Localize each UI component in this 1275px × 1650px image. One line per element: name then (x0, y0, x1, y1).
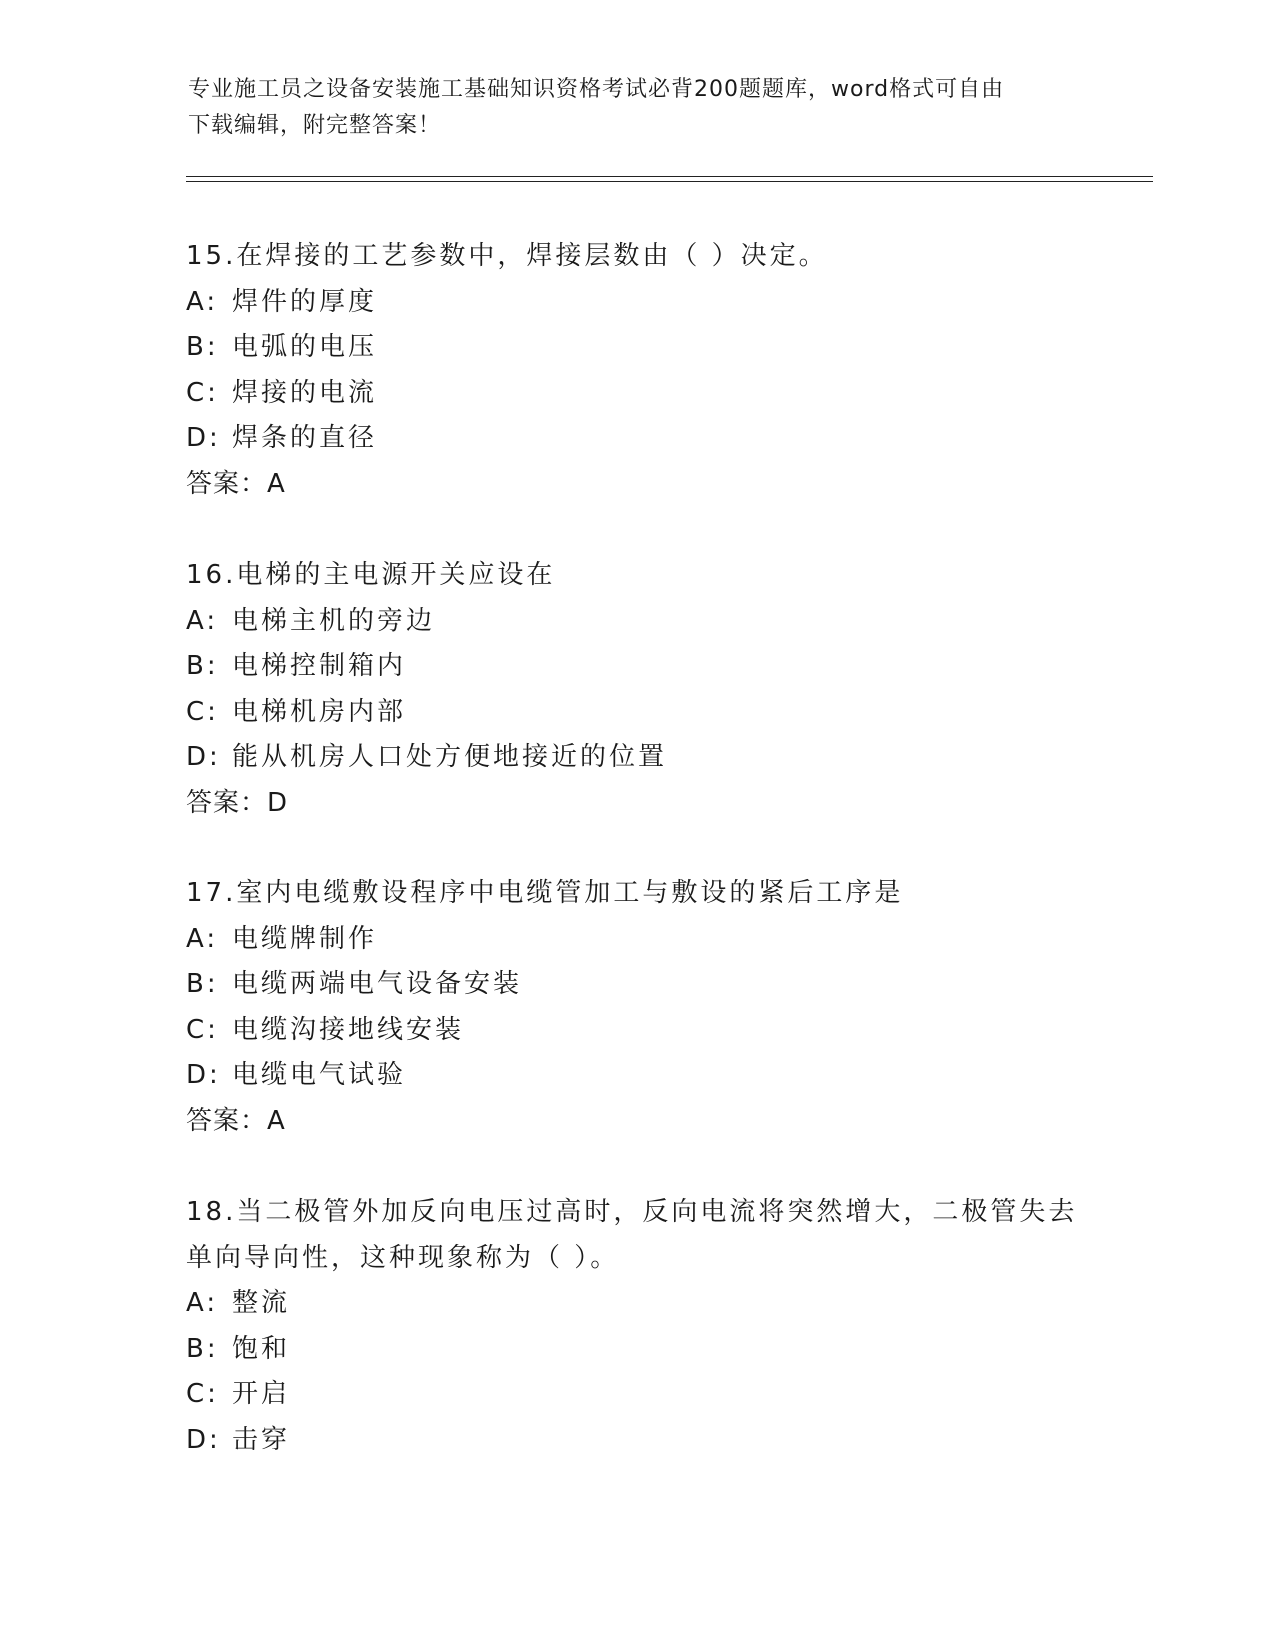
option-key: B: (186, 1333, 219, 1364)
option-key: D: (186, 423, 221, 453)
header-line-2: 下载编辑，附完整答案！ (188, 113, 442, 138)
option-b (186, 1327, 1086, 1373)
option-key: A: (186, 605, 219, 636)
option-text: 电梯控制箱内 (232, 651, 407, 681)
option-c (186, 1008, 1086, 1054)
option-b (186, 962, 1086, 1008)
option-key: A: (186, 923, 219, 954)
option-text: 电缆电气试验 (232, 1060, 407, 1090)
header-line-1: 专业施工员之设备安装施工基础知识资格考试必背200题题库，word格式可自由 (188, 77, 1005, 102)
option-a (186, 917, 1086, 963)
option-b (186, 644, 1086, 690)
option-text: 能从机房人口处方便地接近的位置 (232, 742, 668, 772)
option-d (186, 416, 1086, 462)
question-16 (186, 553, 1086, 826)
question-stem: 17.室内电缆敷设程序中电缆管加工与敷设的紧后工序是 (186, 878, 904, 908)
answer-label: 答案：A (186, 1105, 286, 1136)
option-a (186, 280, 1086, 326)
question-18 (186, 1190, 1086, 1463)
question-stem-line-2: 单向导向性，这种现象称为（ ）。 (186, 1242, 620, 1273)
option-c (186, 371, 1086, 417)
option-key: C: (186, 1379, 219, 1409)
document-header (188, 72, 1088, 144)
option-text: 焊件的厚度 (232, 286, 378, 317)
option-key: B: (186, 651, 219, 681)
option-key: A: (186, 286, 219, 317)
answer-label: 答案：D (186, 787, 289, 818)
question-17 (186, 871, 1086, 1144)
question-stem-line-1: 18.当二极管外加反向电压过高时，反向电流将突然增大，二极管失去 (186, 1197, 1078, 1227)
header-divider-top (186, 176, 1153, 177)
option-text: 电缆两端电气设备安装 (232, 969, 523, 999)
question-stem: 15.在焊接的工艺参数中，焊接层数由（ ）决定。 (186, 241, 828, 271)
answer-label: 答案：A (186, 468, 286, 499)
option-key: C: (186, 696, 219, 727)
option-a (186, 1281, 1086, 1327)
option-key: B: (186, 332, 219, 362)
option-key: B: (186, 969, 219, 999)
option-text: 电梯主机的旁边 (232, 605, 436, 636)
option-text: 电梯机房内部 (232, 696, 407, 727)
option-d (186, 735, 1086, 781)
option-b (186, 325, 1086, 371)
option-key: D: (186, 1060, 221, 1090)
option-text: 开启 (232, 1379, 291, 1409)
option-text: 焊条的直径 (232, 423, 378, 453)
option-text: 整流 (232, 1288, 291, 1318)
option-d (186, 1053, 1086, 1099)
question-stem: 16.电梯的主电源开关应设在 (186, 560, 556, 590)
option-text: 焊接的电流 (232, 377, 378, 408)
option-text: 饱和 (232, 1333, 291, 1364)
option-key: C: (186, 377, 219, 408)
option-text: 电缆沟接地线安装 (232, 1014, 465, 1045)
option-key: A: (186, 1288, 219, 1318)
option-key: C: (186, 1014, 219, 1045)
option-text: 电弧的电压 (232, 332, 378, 362)
option-text: 电缆牌制作 (232, 923, 378, 954)
option-d (186, 1418, 1086, 1464)
option-key: D: (186, 1424, 221, 1455)
option-c (186, 1372, 1086, 1418)
option-c (186, 690, 1086, 736)
header-divider-bottom (186, 181, 1153, 182)
option-a (186, 599, 1086, 645)
option-key: D: (186, 742, 221, 772)
option-text: 击穿 (232, 1424, 291, 1455)
question-15 (186, 234, 1086, 507)
